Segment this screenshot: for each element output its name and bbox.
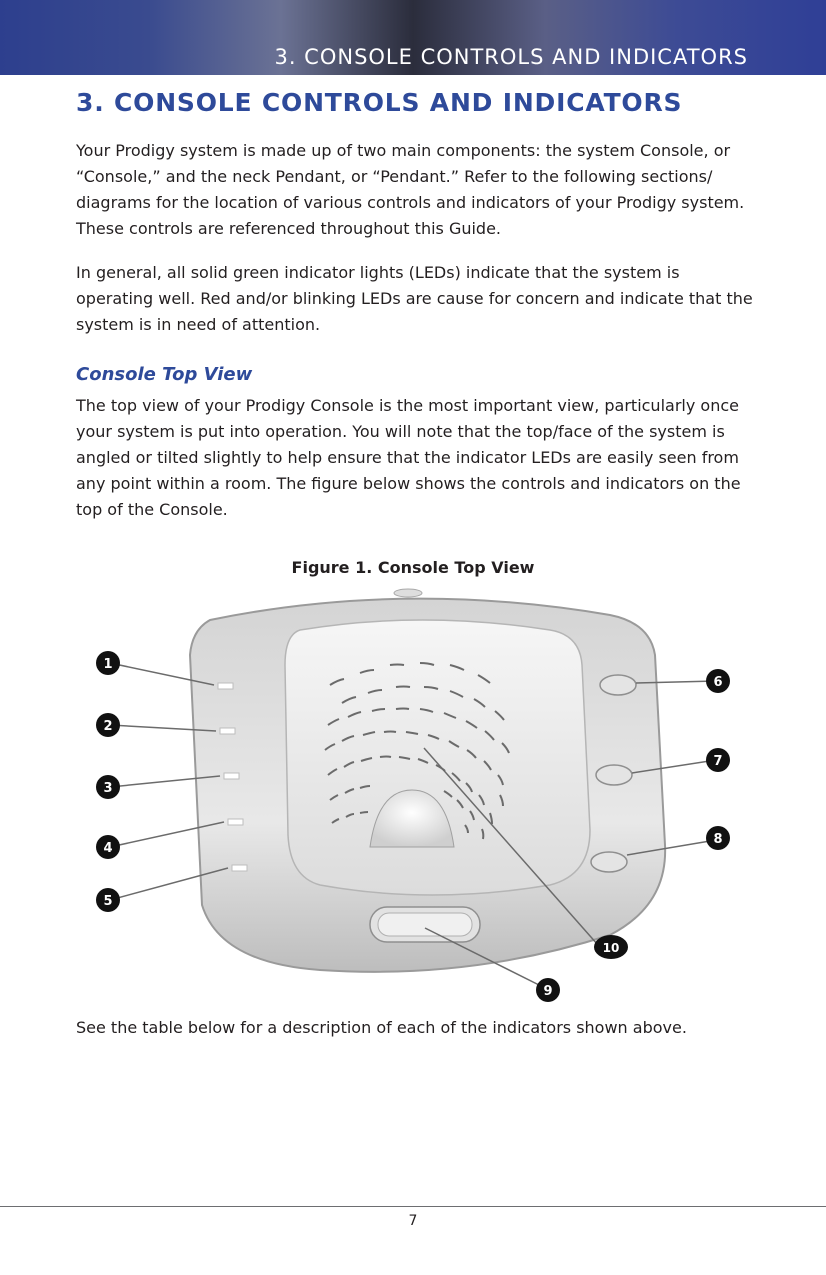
callout-1: [96, 651, 120, 675]
console-face: [285, 620, 590, 895]
callout-label: 9: [543, 984, 553, 999]
callout-label: 4: [103, 841, 113, 856]
see-table-note: See the table below for a description of each of the indicators shown above.: [76, 1018, 687, 1037]
top-view-paragraph: The top view of your Prodigy Console is the most important view, particularly once your system is put into operation. You will note that the top/face of the system is angled or tilted slightly to help ensure that the indicator LEDs are easily seen from any point within a room. The figure below shows the controls and indicators on the top of the Console.: [76, 396, 741, 519]
callout-label: 1: [103, 657, 113, 672]
callout-4: [96, 835, 120, 859]
footer-rule: [0, 1206, 826, 1207]
callout-label: 7: [713, 754, 723, 769]
callout-10: [594, 935, 628, 959]
section-title: 3. CONSOLE CONTROLS AND INDICATORS: [76, 88, 683, 117]
callout-9: [536, 978, 560, 1002]
callout-label: 10: [602, 941, 620, 955]
callout-label: 6: [713, 675, 723, 690]
callout-6: [706, 669, 730, 693]
callout-7: [706, 748, 730, 772]
callout-label: 5: [103, 894, 113, 909]
callout-label: 3: [103, 781, 113, 796]
page-number: 7: [408, 1213, 418, 1229]
figure-caption: Figure 1. Console Top View: [291, 558, 535, 577]
callout-2: [96, 713, 120, 737]
callout-8: [706, 826, 730, 850]
callout-5: [96, 888, 120, 912]
intro-paragraph: Your Prodigy system is made up of two main components: the system Console, or “Console,” and the neck Pendant, or “Pendant.” Refer to the following sections/ diagrams for the location of various controls and indicators of your Prodigy system. These controls are referenced throughout this Guide.: [76, 141, 745, 238]
console-top-view-figure: [90, 585, 740, 1005]
callout-3: [96, 775, 120, 799]
subheading-console-top-view: Console Top View: [76, 364, 253, 385]
running-title: 3. CONSOLE CONTROLS AND INDICATORS: [274, 45, 748, 69]
led-paragraph: In general, all solid green indicator lights (LEDs) indicate that the system is operating well. Red and/or blinking LEDs are cause for concern and indicate that the system is in need of attention.: [76, 263, 753, 334]
header-banner: [0, 0, 826, 75]
callout-label: 2: [103, 719, 113, 734]
callout-label: 8: [713, 832, 723, 847]
